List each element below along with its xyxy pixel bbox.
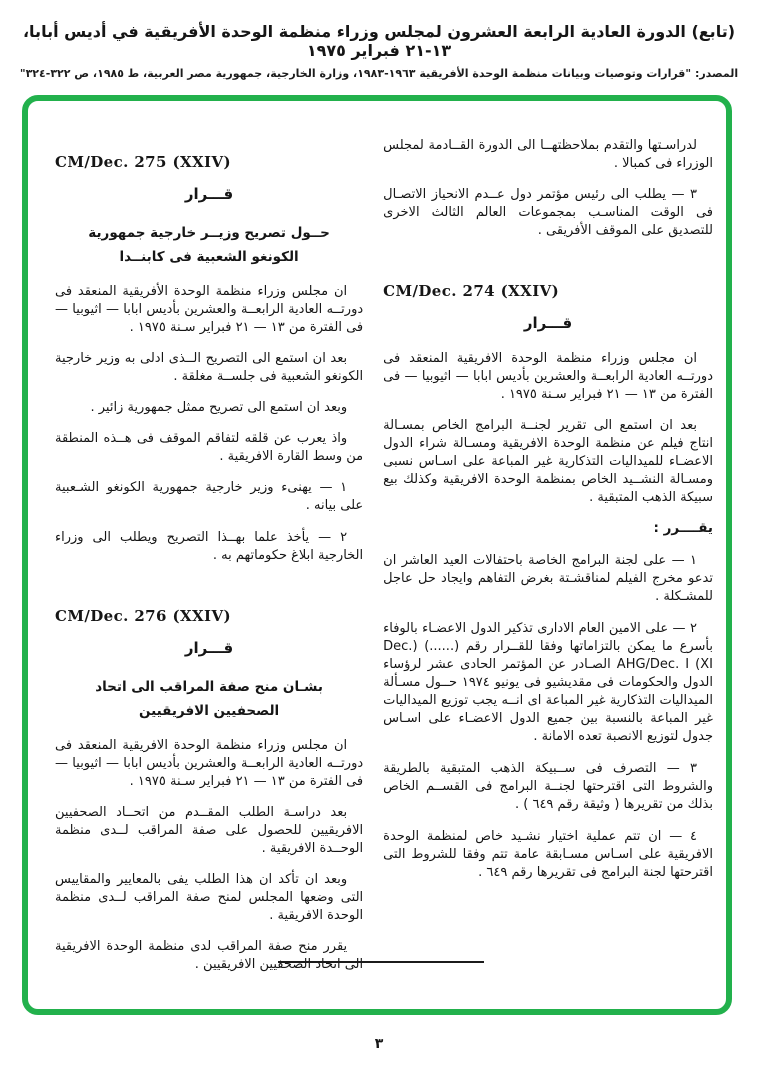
decision-title-274: قـــرار [523,314,573,332]
dec276-paragraph-3: وبعد ان تأكد ان هذا الطلب يفى بالمعايير والمقاييس التى وضعها المجلس لمنح صفة المراقب لــدى منظمة الوحدة الافريقية . [55,872,364,923]
subtitle-line-2: الكونغو الشعبية فى كابنــدا [119,249,299,265]
dec276-paragraph-4: يقرر منح صفة المراقب لدى منظمة الوحدة الافريقية الى اتحاد الصحفيين الافريقيين . [55,939,364,972]
subtitle-line-1: بشـان منح صفة المراقب الى اتحاد [95,679,323,695]
decision-ref-276: CM/Dec. 276 (XXIV) [55,607,232,625]
decision-title-276: قـــرار [184,639,234,657]
spacer [55,579,363,601]
dec275-item-1: ١ — يهنىء وزير خارجية جمهورية الكونغو الشـعبية على بيانه . [55,480,364,513]
dec274-item-4: ٤ — ان تتم عملية اختيار نشـيد خاص لمنظمة الوحدة الافريقية على اسـاس مسـابقة عامة تتم وفقا للشروط التى اقترحتها لجنة البرامج فى تقريرها رقم ٦٤٩ . [383,829,713,880]
dec275-item-2: ٢ — يأخذ علما بهــذا التصريح ويطلب الى وزراء الخارجية ابلاغ حكوماتهم به . [55,530,364,563]
section-divider [278,961,484,963]
dec274-item-3: ٣ — التصرف فى ســبيكة الذهب المتبقية بالطريقة والشروط التى اقترحتها لجنــة البرامج فى القســم الخاص بذلك من تقريرها ( وثيقة رقم ٦٤٩ ) . [383,761,713,812]
decision-ref-275: CM/Dec. 275 (XXIV) [55,153,232,171]
dec274-paragraph-2: بعد ان استمع الى تقرير لجنــة البرامج الخاص بمسـالة انتاج فيلم عن منظمة الوحدة الافريقية ومسـالة شراء الدول الاعضـاء للميداليات التذكارية غير المباعة على اسـاس نسبى ومسـالة النشــيد الخاص بمنظمة الوحدة الافريقية وكذلك بيع سبيكة الذهب المتبقية . [383,418,713,505]
resolves-label: يقــــرر : [653,520,713,536]
page-number: ٣ [374,1036,384,1052]
page-header [0,22,758,80]
continuation-paragraph: لدراسـتها والتقدم بملاحظتهــا الى الدورة القــادمة لمجلس الوزراء فى كمبالا . [383,138,713,171]
header-session-line: (تابع) الدورة العادية الرابعة العشرون لمجلس وزراء منظمة الوحدة الأفريقية في أديس أبابا، ١٣-٢١ فبراير ١٩٧٥ [22,22,736,60]
decision-frame [22,95,732,1015]
column-left [55,137,363,1009]
dec276-paragraph-1: ان مجلس وزراء منظمة الوحدة الافريقية المنعقد فى دورتــه العادية الرابعــة والعشرين بأديس ابابا — اثيوبيا — فى الفترة من ١٣ — ٢١ فبراير سـنة ١٩٧٥ . [55,738,364,789]
dec274-item-1: ١ — على لجنة البرامج الخاصة باحتفالات العيد العاشر ان تدعو مخرج الفيلم لمناقشـتة بغرض التفاهم وايجاد حل عاجل للمشـكلة . [383,553,713,604]
dec275-paragraph-2: بعد ان استمع الى التصريح الــذى ادلى به وزير خارجية الكونغو الشعبية فى جلســة مغلقة . [55,351,364,384]
carryover-item-3: ٣ — يطلب الى رئيس مؤتمر دول عــدم الانحياز الاتصـال فى الوقت المناسـب بمجموعات العالم الثالث الاخرى للتصديق على الموقف الأفريقى . [383,187,713,238]
dec274-item-2: ٢ — على الامين العام الادارى تذكير الدول الاعضـاء بالوفاء بأسرع ما يمكن بالتزاماتها وفقا للقــرار رقم (......) (Dec. AHG/Dec. I (XI الصـادر عن المؤتمر الحادى عشر لرؤساء الدول والحكومات فى مقديشيو فى يونيو ١٩٧٤ حــول مسـألة الميداليات التذكارية غير المباعة اى انــه يجب توزيع الميداليات غير المباعة بالنسبة بين جميع الدول الاعضـاء على اسـاس جدول لتوزيع الانصبة تعده الامانة . [383,621,713,744]
columns-container [28,101,726,1009]
spacer [383,254,713,276]
header-source-line: المصدر: "قرارات وتوصيات وبيانات منظمة الوحدة الأفريقية ١٩٦٣-١٩٨٣، وزارة الخارجية، جمهورية مصر العربية، ط ١٩٨٥، ص ٣٢٢-٣٢٤" [19,67,739,80]
decision-ref-274: CM/Dec. 274 (XXIV) [383,282,560,300]
dec276-paragraph-2: بعد دراسـة الطلب المقــدم من اتحــاد الصحفيين الافريقيين للحصول على صفة المراقب لــدى منظمة الوحــدة الافريقية . [55,805,364,856]
subtitle-line-1: حــول تصريح وزيــر خارجية جمهورية [88,225,330,241]
dec275-paragraph-1: ان مجلس وزراء منظمة الوحدة الأفريقية المنعقد فى دورتــه العادية الرابعــة والعشرين بأديس ابابا — اثيوبيا — فى الفترة من ١٣ — ٢١ فبراير سـنة ١٩٧٥ . [55,284,364,335]
decision-subtitle-275 [55,221,363,269]
decision-subtitle-276 [55,675,363,723]
dec275-paragraph-4: واذ يعرب عن قلقه لتفاقم الموقف فى هــذه المنطقة من وسط القارة الافريقية . [55,431,364,464]
column-right [383,137,713,1009]
dec275-paragraph-3: وبعد ان استمع الى تصريح ممثل جمهورية زائير . [90,400,348,415]
decision-title-275: قـــرار [184,185,234,203]
subtitle-line-2: الصحفيين الافريقيين [138,703,280,719]
dec274-paragraph-1: ان مجلس وزراء منظمة الوحدة الافريقية المنعقد فى دورتــه العادية الرابعــة والعشرين بأديس ابابا — اثيوبيا — فى الفترة من ١٣ — ٢١ فبراير سـنة ١٩٧٥ . [383,351,713,402]
